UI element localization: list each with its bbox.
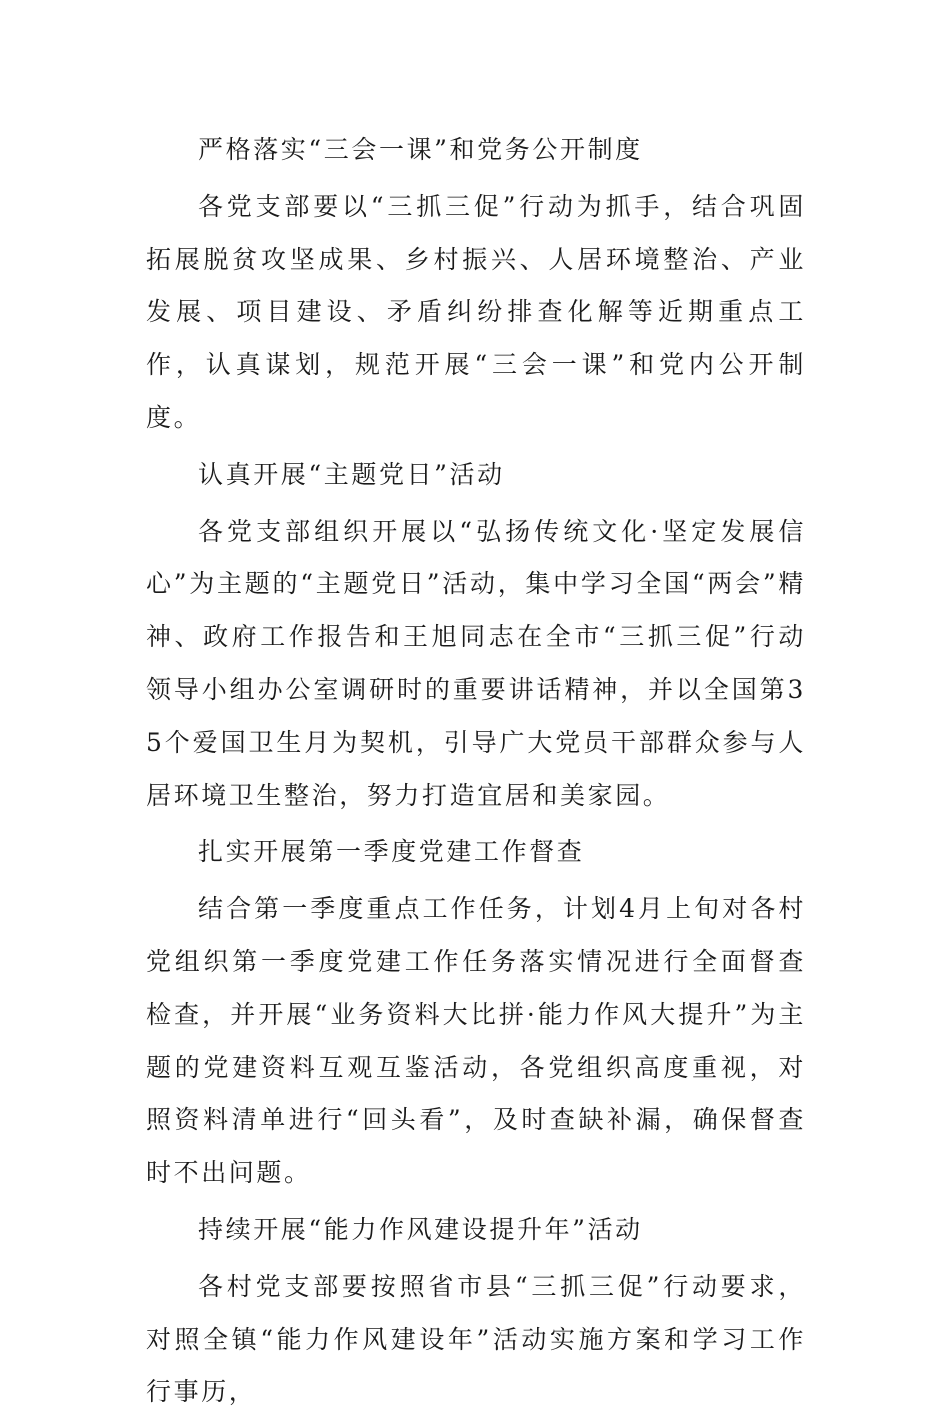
section-body: 各党支部组织开展以“弘扬传统文化·坚定发展信心”为主题的“主题党日”活动，集中学习全国“两会”精神、政府工作报告和王旭同志在全市“三抓三促”行动领导小组办公室调研时的重要讲话精神，并以全国第35个爱国卫生月为契机，引导广大党员干部群众参与人居环境卫生整治，努力打造宜居和美家园。 — [146, 516, 806, 810]
section-heading: 认真开展“主题党日”活动 — [198, 459, 505, 489]
section-heading: 严格落实“三会一课”和党务公开制度 — [198, 135, 643, 164]
section-body: 各村党支部要按照省市县“三抓三促”行动要求，对照全镇“能力作风建设年”活动实施方案和学习工作行事历， — [146, 1271, 806, 1407]
section-heading: 扎实开展第一季度党建工作督查 — [198, 837, 585, 867]
section-1 — [146, 124, 806, 445]
section-body: 各党支部要以“三抓三促”行动为抓手，结合巩固拓展脱贫攻坚成果、乡村振兴、人居环境整治、产业发展、项目建设、矛盾纠纷排查化解等近期重点工作，认真谋划，规范开展“三会一课”和党内公开制度。 — [146, 191, 806, 432]
section-heading: 持续开展“能力作风建设提升年”活动 — [198, 1214, 643, 1244]
section-3 — [146, 826, 806, 1200]
section-4 — [146, 1204, 806, 1419]
section-2 — [146, 449, 806, 823]
section-body: 结合第一季度重点工作任务，计划4月上旬对各村党组织第一季度党建工作任务落实情况进行全面督查检查，并开展“业务资料大比拼·能力作风大提升”为主题的党建资料互观互鉴活动，各党组织高度重视，对照资料清单进行“回头看”，及时查缺补漏，确保督查时不出问题。 — [146, 894, 806, 1188]
document-page — [146, 124, 806, 1423]
